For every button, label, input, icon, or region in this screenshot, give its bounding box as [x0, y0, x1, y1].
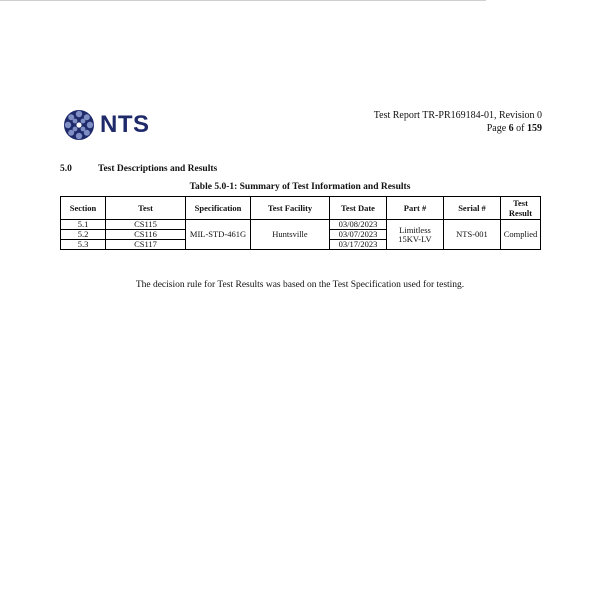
section-number: 5.0	[60, 164, 72, 174]
page-current: 6	[508, 123, 514, 134]
cell-result: Complied	[501, 220, 541, 250]
cell-date: 03/17/2023	[330, 240, 387, 250]
page-indicator	[374, 122, 542, 135]
report-number: Test Report TR-PR169184-01, Revision 0	[373, 110, 542, 121]
page-prefix: Page	[486, 123, 509, 134]
cell-serial: NTS-001	[444, 220, 501, 250]
header-test-result: Test Result	[501, 197, 541, 220]
cell-specification: MIL-STD-461G	[186, 220, 251, 250]
header-test: Test	[106, 197, 186, 220]
cell-part: Limitless 15KV-LV	[387, 220, 444, 250]
section-title: Test Descriptions and Results	[98, 164, 218, 174]
cell-section: 5.3	[61, 240, 106, 250]
header-test-date: Test Date	[330, 197, 387, 220]
cell-test: CS115	[106, 220, 186, 230]
header-section: Section	[61, 197, 106, 220]
table-caption: Table 5.0-1: Summary of Test Information and Results	[189, 182, 411, 192]
results-table	[60, 196, 541, 250]
cell-test: CS117	[106, 240, 186, 250]
page-of: of	[513, 123, 527, 134]
cell-section: 5.2	[61, 230, 106, 240]
globe-icon	[60, 107, 100, 143]
section-heading	[60, 164, 217, 174]
top-rule	[0, 0, 486, 1]
cell-section: 5.1	[61, 220, 106, 230]
cell-date: 03/08/2023	[330, 220, 387, 230]
header-specification: Specification	[186, 197, 251, 220]
table-row	[61, 220, 541, 230]
cell-facility: Huntsville	[251, 220, 330, 250]
page-total: 159	[527, 123, 542, 134]
header-serial: Serial #	[444, 197, 501, 220]
cell-date: 03/07/2023	[330, 230, 387, 240]
table-header-row	[61, 197, 541, 220]
header-part: Part #	[387, 197, 444, 220]
report-meta	[374, 109, 542, 135]
cell-test: CS116	[106, 230, 186, 240]
nts-logo	[60, 107, 170, 143]
decision-rule-note: The decision rule for Test Results was based on the Test Specification used for testing.	[135, 280, 465, 290]
header-test-facility: Test Facility	[251, 197, 330, 220]
logo-text: NTS	[100, 111, 150, 138]
